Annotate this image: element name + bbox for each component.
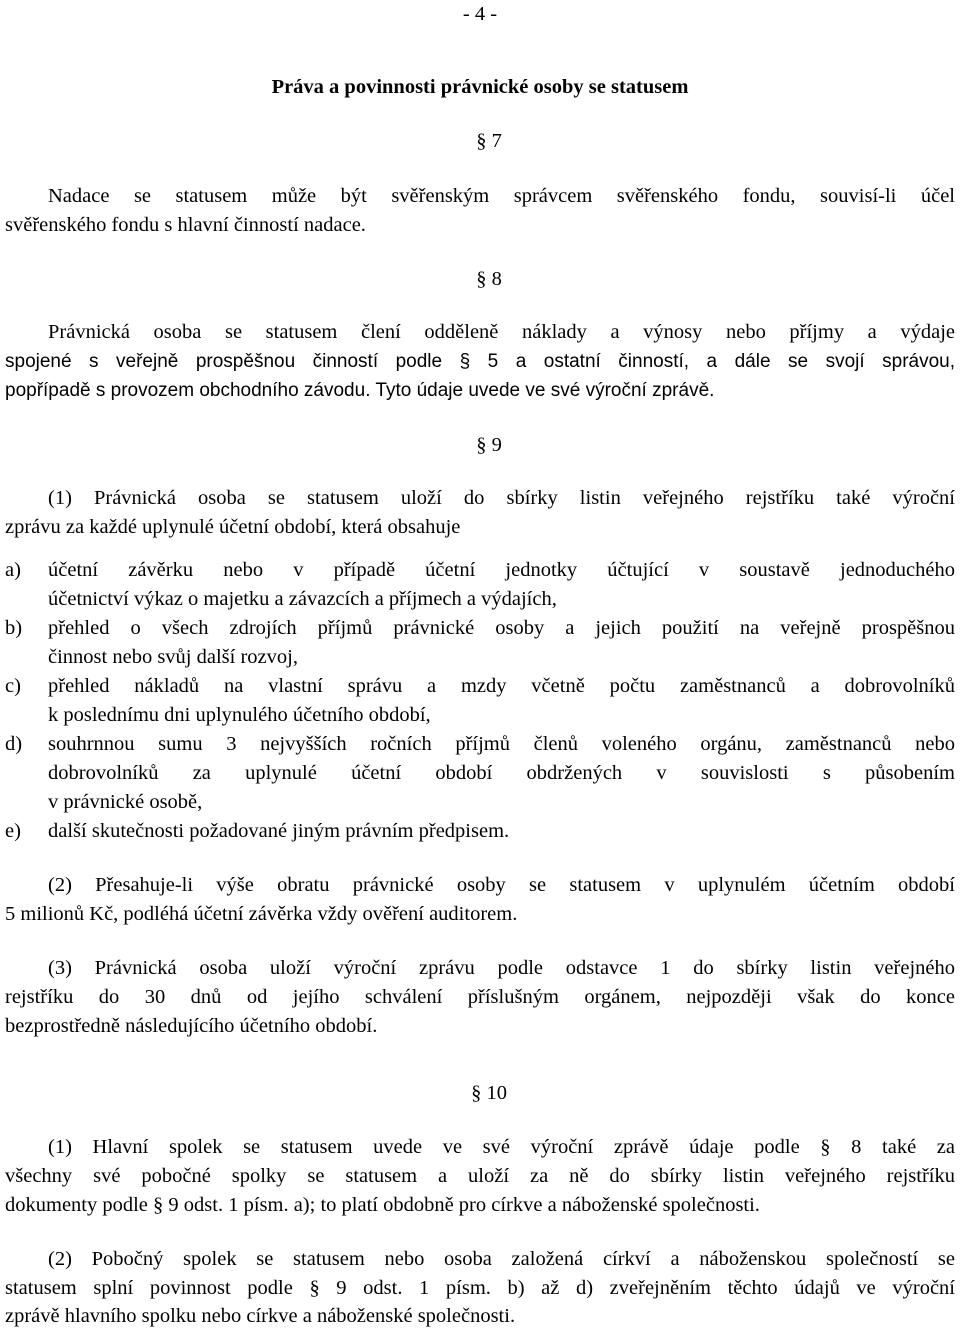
list-item-label: b) [5, 617, 23, 639]
s7-line-2: svěřenského fondu s hlavní činností nadace. [5, 214, 366, 236]
list-item-text: dobrovolníků za uplynulé účetní období obdržených v souvislosti s působením [48, 762, 955, 784]
list-item-text: přehled nákladů na vlastní správu a mzdy včetně počtu zaměstnanců a dobrovolníků [48, 675, 955, 697]
s10-p1-line-2: všechny své pobočné spolky se statusem a uloží za ně do sbírky listin veřejného rejstříku [5, 1165, 955, 1187]
s10-p2-line-2: statusem splní povinnost podle § 9 odst. 1 písm. b) až d) zveřejněním těchto údajů ve výroční [5, 1277, 955, 1299]
s10-p1-line-3: dokumenty podle § 9 odst. 1 písm. a); to platí obdobně pro církve a náboženské společnosti. [5, 1194, 760, 1216]
list-item-label: c) [5, 675, 21, 697]
section-7-mark: § 7 [476, 130, 502, 152]
s9-p2-line-2: 5 milionů Kč, podléhá účetní závěrka vždy ověření auditorem. [5, 903, 518, 925]
s7-line-1: Nadace se statusem může být svěřenským správcem svěřenského fondu, souvisí-li účel [48, 185, 955, 207]
page-title: Práva a povinnosti právnické osoby se statusem [271, 76, 689, 98]
list-item-label: e) [5, 820, 21, 842]
s9-p1-line-1: (1) Právnická osoba se statusem uloží do sbírky listin veřejného rejstříku také výroční [48, 487, 955, 509]
s9-p3-line-2: rejstříku do 30 dnů od jejího schválení příslušným orgánem, nejpozději však do konce [5, 986, 955, 1008]
list-item-label: a) [5, 559, 21, 581]
s10-p2-line-1: (2) Pobočný spolek se statusem nebo osoba založená církví a náboženskou společností se [48, 1248, 955, 1270]
section-9-mark: § 9 [476, 434, 502, 456]
section-8-mark: § 8 [476, 268, 502, 290]
s9-p1-line-2: zprávu za každé uplynulé účetní období, která obsahuje [5, 516, 461, 538]
list-item-label: d) [5, 733, 23, 755]
s8-line-2: spojené s veřejně prospěšnou činností podle § 5 a ostatní činností, a dále se svojí správou, [5, 351, 955, 372]
section-10-mark: § 10 [471, 1082, 507, 1104]
s10-p2-line-3: zprávě hlavního spolku nebo církve a náboženské společnosti. [5, 1305, 516, 1327]
s9-p2-line-1: (2) Přesahuje-li výše obratu právnické osoby se statusem v uplynulém účetním období [48, 874, 955, 896]
list-item-text: k poslednímu dni uplynulého účetního období, [48, 704, 431, 726]
s9-p3-line-3: bezprostředně následujícího účetního období. [5, 1015, 378, 1037]
s9-p3-line-1: (3) Právnická osoba uloží výroční zprávu podle odstavce 1 do sbírky listin veřejného [48, 957, 955, 979]
page-number: - 4 - [462, 3, 498, 25]
s8-line-3: popřípadě s provozem obchodního závodu. Tyto údaje uvede ve své výroční zprávě. [5, 380, 715, 401]
s8-line-1: Právnická osoba se statusem člení odděleně náklady a výnosy nebo příjmy a výdaje [48, 321, 955, 343]
list-item-text: souhrnnou sumu 3 nejvyšších ročních příjmů členů voleného orgánu, zaměstnanců nebo [48, 733, 955, 755]
list-item-text: účetnictví výkaz o majetku a závazcích a příjmech a výdajích, [48, 588, 557, 610]
list-item-text: přehled o všech zdrojích příjmů právnické osoby a jejich použití na veřejně prospěšnou [48, 617, 955, 639]
list-item-text: další skutečnosti požadované jiným právním předpisem. [48, 820, 510, 842]
s10-p1-line-1: (1) Hlavní spolek se statusem uvede ve své výroční zprávě údaje podle § 8 také za [48, 1136, 955, 1158]
list-item-text: v právnické osobě, [48, 791, 203, 813]
list-item-text: účetní závěrku nebo v případě účetní jednotky účtující v soustavě jednoduchého [48, 559, 955, 581]
list-item-text: činnost nebo svůj další rozvoj, [48, 646, 298, 668]
